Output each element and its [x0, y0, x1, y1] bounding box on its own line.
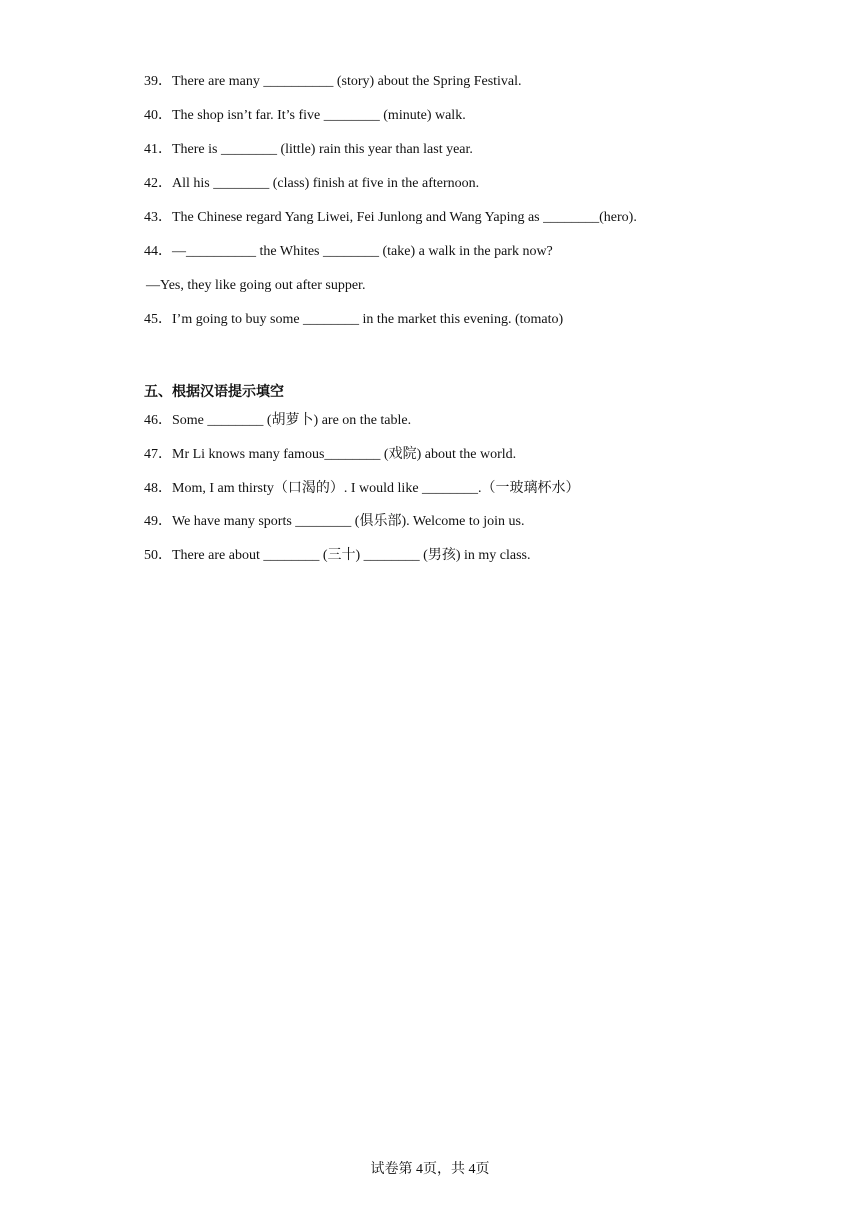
- question-47: 47．Mr Li knows many famous________ (戏院) about the world.: [144, 447, 517, 462]
- question-42: 42．All his ________ (class) finish at five in the afternoon.: [144, 176, 480, 191]
- question-40: 40．The shop isn’t far. It’s five ________ (minute) walk.: [144, 108, 466, 123]
- question-48: 48．Mom, I am thirsty（口渴的）. I would like ________.（一玻璃杯水）: [144, 481, 580, 496]
- question-41: 41．There is ________ (little) rain this year than last year.: [144, 142, 473, 157]
- question-46: 46．Some ________ (胡萝卜) are on the table.: [144, 413, 412, 428]
- question-50: 50．There are about ________ (三十) ________ (男孩) in my class.: [144, 548, 531, 563]
- question-45: 45．I’m going to buy some ________ in the market this evening. (tomato): [144, 312, 564, 327]
- question-39: 39．There are many __________ (story) about the Spring Festival.: [144, 74, 522, 89]
- question-44-reply: —Yes, they like going out after supper.: [146, 278, 366, 293]
- section-title: 五、根据汉语提示填空: [144, 384, 284, 400]
- question-44: 44．—__________ the Whites ________ (take) a walk in the park now?: [144, 244, 553, 259]
- page-footer: 试卷第 4页，共 4页: [370, 1162, 490, 1177]
- question-49: 49．We have many sports ________ (俱乐部). Welcome to join us.: [144, 514, 525, 529]
- question-43: 43．The Chinese regard Yang Liwei, Fei Junlong and Wang Yaping as ________(hero).: [144, 210, 637, 225]
